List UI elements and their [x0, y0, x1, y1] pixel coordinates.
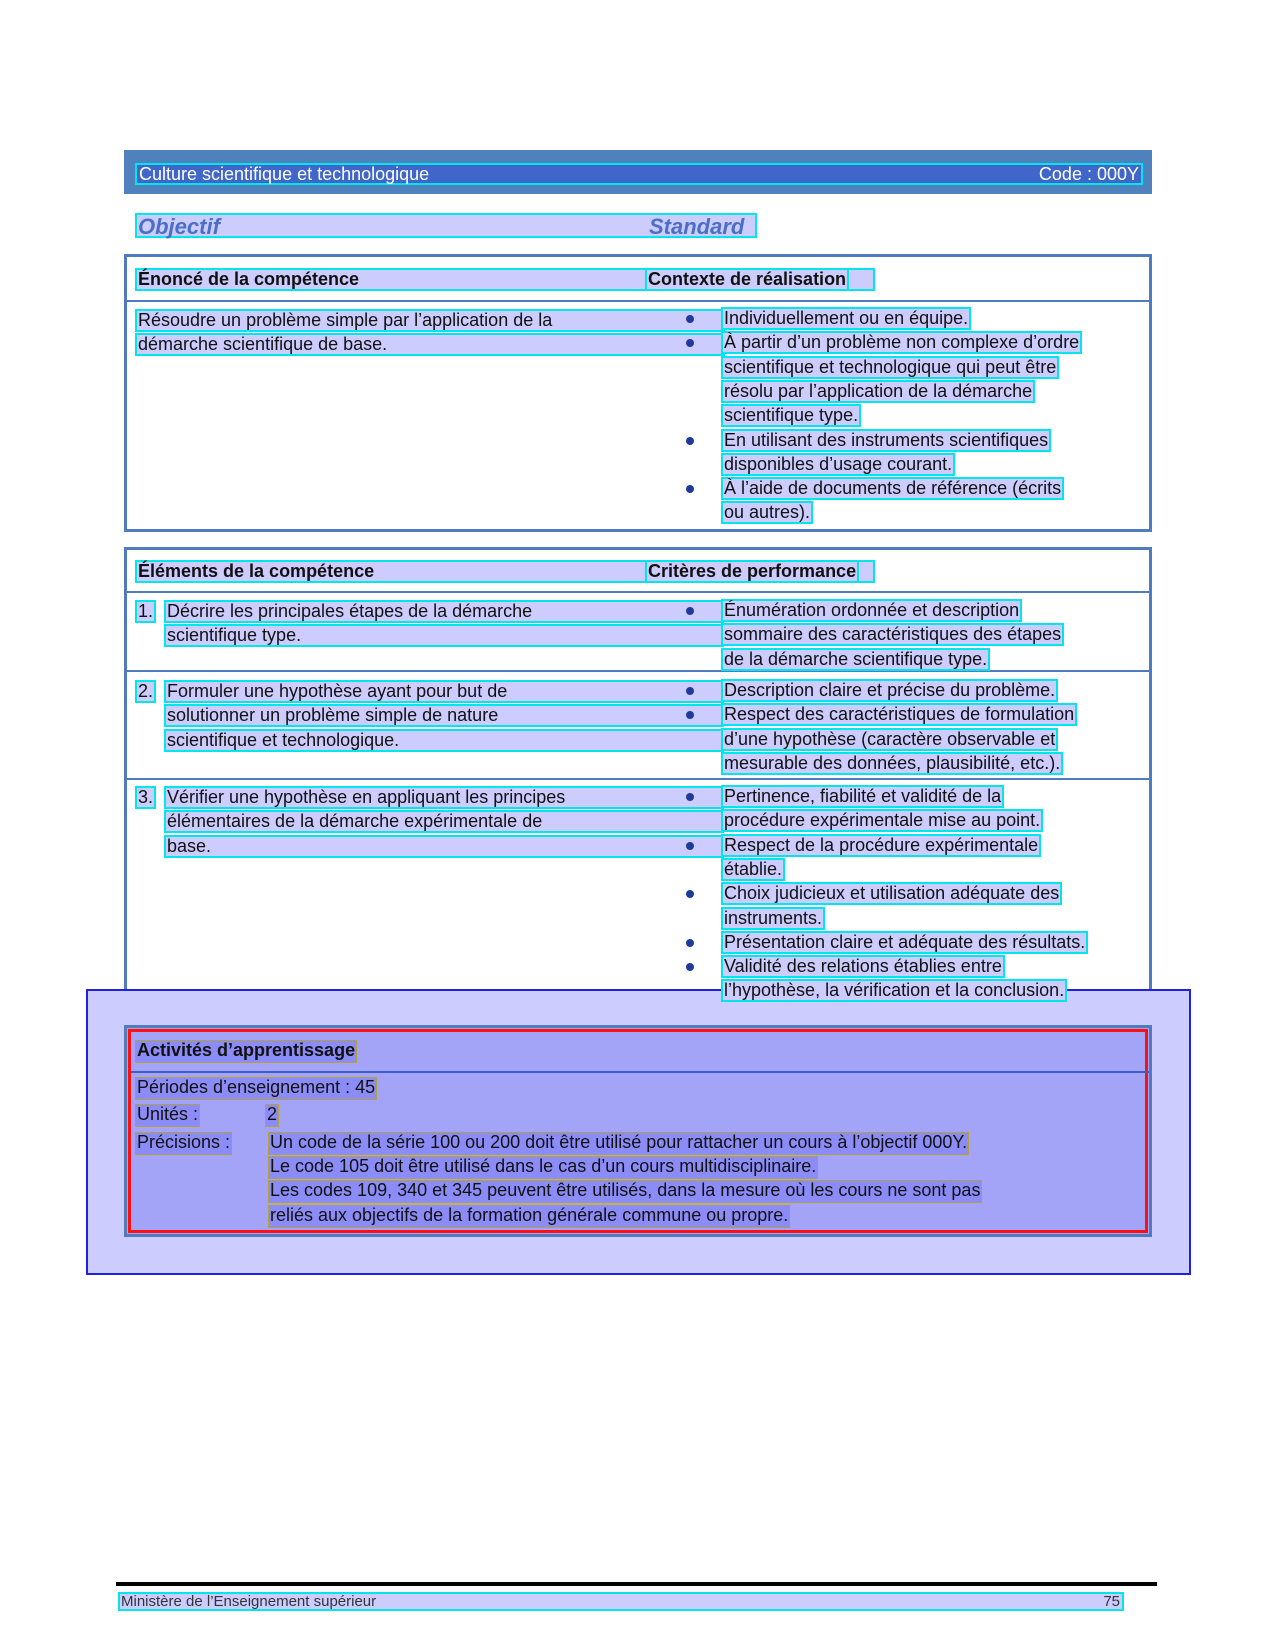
criterion-line: l’hypothèse, la vérification et la conclusion. — [721, 979, 1067, 1002]
bullet-icon — [686, 437, 694, 445]
bullet-icon — [686, 793, 694, 801]
criterion-line: Énumération ordonnée et description — [721, 599, 1022, 622]
criterion-line: mesurable des données, plausibilité, etc.). — [721, 752, 1063, 775]
element-line: élémentaires de la démarche expérimentale de — [164, 810, 724, 833]
standard-label: Standard — [649, 214, 745, 239]
context-item-line: ou autres). — [721, 501, 813, 524]
precisions-line: reliés aux objectifs de la formation générale commune ou propre. — [268, 1205, 790, 1228]
element-line: solutionner un problème simple de nature — [164, 704, 724, 727]
column-header-contexte: Contexte de réalisation — [645, 268, 849, 291]
context-item-line: résolu par l’application de la démarche — [721, 380, 1035, 403]
bullet-icon — [686, 939, 694, 947]
criterion-line: Validité des relations établies entre — [721, 955, 1005, 978]
divider — [127, 591, 1149, 593]
competence-statement-line: démarche scientifique de base. — [135, 333, 725, 356]
criterion-line: de la démarche scientifique type. — [721, 648, 990, 671]
bullet-icon — [686, 315, 694, 323]
precisions-line: Les codes 109, 340 et 345 peuvent être utilisés, dans la mesure où les cours ne sont pas — [268, 1180, 982, 1203]
divider — [131, 1071, 1149, 1073]
divider — [127, 778, 1149, 780]
criterion-line: Présentation claire et adéquate des résultats. — [721, 931, 1088, 954]
footer-ministry: Ministère de l’Enseignement supérieur — [121, 1593, 377, 1610]
bullet-icon — [686, 607, 694, 615]
element-number: 2. — [135, 680, 156, 703]
page-number: 75 — [1103, 1593, 1120, 1610]
footer-rule — [116, 1582, 1157, 1586]
context-item-line: En utilisant des instruments scientifiques — [721, 429, 1051, 452]
divider — [127, 300, 1149, 302]
criterion-line: instruments. — [721, 907, 825, 930]
criterion-line: Respect des caractéristiques de formulation — [721, 703, 1077, 726]
element-line: scientifique type. — [164, 624, 724, 647]
precisions-line: Un code de la série 100 ou 200 doit être utilisé pour rattacher un cours à l’objectif 000Y. — [268, 1132, 969, 1155]
context-item-line: scientifique et technologique qui peut être — [721, 356, 1059, 379]
unites-value: 2 — [265, 1104, 279, 1127]
criterion-line: Respect de la procédure expérimentale — [721, 834, 1041, 857]
header-band — [135, 163, 1143, 185]
criterion-line: Description claire et précise du problème. — [721, 679, 1058, 702]
context-item-line: Individuellement ou en équipe. — [721, 307, 971, 330]
criterion-line: sommaire des caractéristiques des étapes — [721, 623, 1064, 646]
header-title: Culture scientifique et technologique — [139, 164, 430, 184]
column-header-criteres: Critères de performance — [645, 560, 859, 583]
column-header-elements: Éléments de la compétence — [135, 560, 875, 583]
footer — [118, 1592, 1124, 1611]
bullet-icon — [686, 842, 694, 850]
bullet-icon — [686, 687, 694, 695]
element-line: Vérifier une hypothèse en appliquant les principes — [164, 786, 724, 809]
divider — [127, 670, 1149, 672]
header-code: Code : 000Y — [1038, 164, 1139, 184]
element-line: Décrire les principales étapes de la démarche — [164, 600, 724, 623]
criterion-line: procédure expérimentale mise au point. — [721, 809, 1043, 832]
element-number: 1. — [135, 600, 156, 623]
competence-statement-line: Résoudre un problème simple par l’application de la — [135, 309, 725, 332]
context-item-line: disponibles d’usage courant. — [721, 453, 955, 476]
element-number: 3. — [135, 786, 156, 809]
context-item-line: À l’aide de documents de référence (écrits — [721, 477, 1064, 500]
objectif-label: Objectif — [138, 214, 220, 239]
element-line: scientifique et technologique. — [164, 729, 724, 752]
criterion-line: Choix judicieux et utilisation adéquate des — [721, 882, 1062, 905]
precisions-line: Le code 105 doit être utilisé dans le cas d’un cours multidisciplinaire. — [268, 1156, 818, 1179]
criterion-line: Pertinence, fiabilité et validité de la — [721, 785, 1004, 808]
periodes-enseignement: Périodes d’enseignement : 45 — [135, 1077, 377, 1100]
context-item-line: À partir d’un problème non complexe d’ordre — [721, 331, 1082, 354]
objectif-standard-row — [135, 213, 757, 238]
activities-title: Activités d’apprentissage — [135, 1040, 357, 1063]
criterion-line: établie. — [721, 858, 785, 881]
column-header-enonce: Énoncé de la compétence — [135, 268, 875, 291]
precisions-label: Précisions : — [135, 1132, 232, 1155]
context-item-line: scientifique type. — [721, 404, 861, 427]
criterion-line: d’une hypothèse (caractère observable et — [721, 728, 1058, 751]
element-line: base. — [164, 835, 724, 858]
unites-label: Unités : — [135, 1104, 200, 1127]
element-line: Formuler une hypothèse ayant pour but de — [164, 680, 724, 703]
